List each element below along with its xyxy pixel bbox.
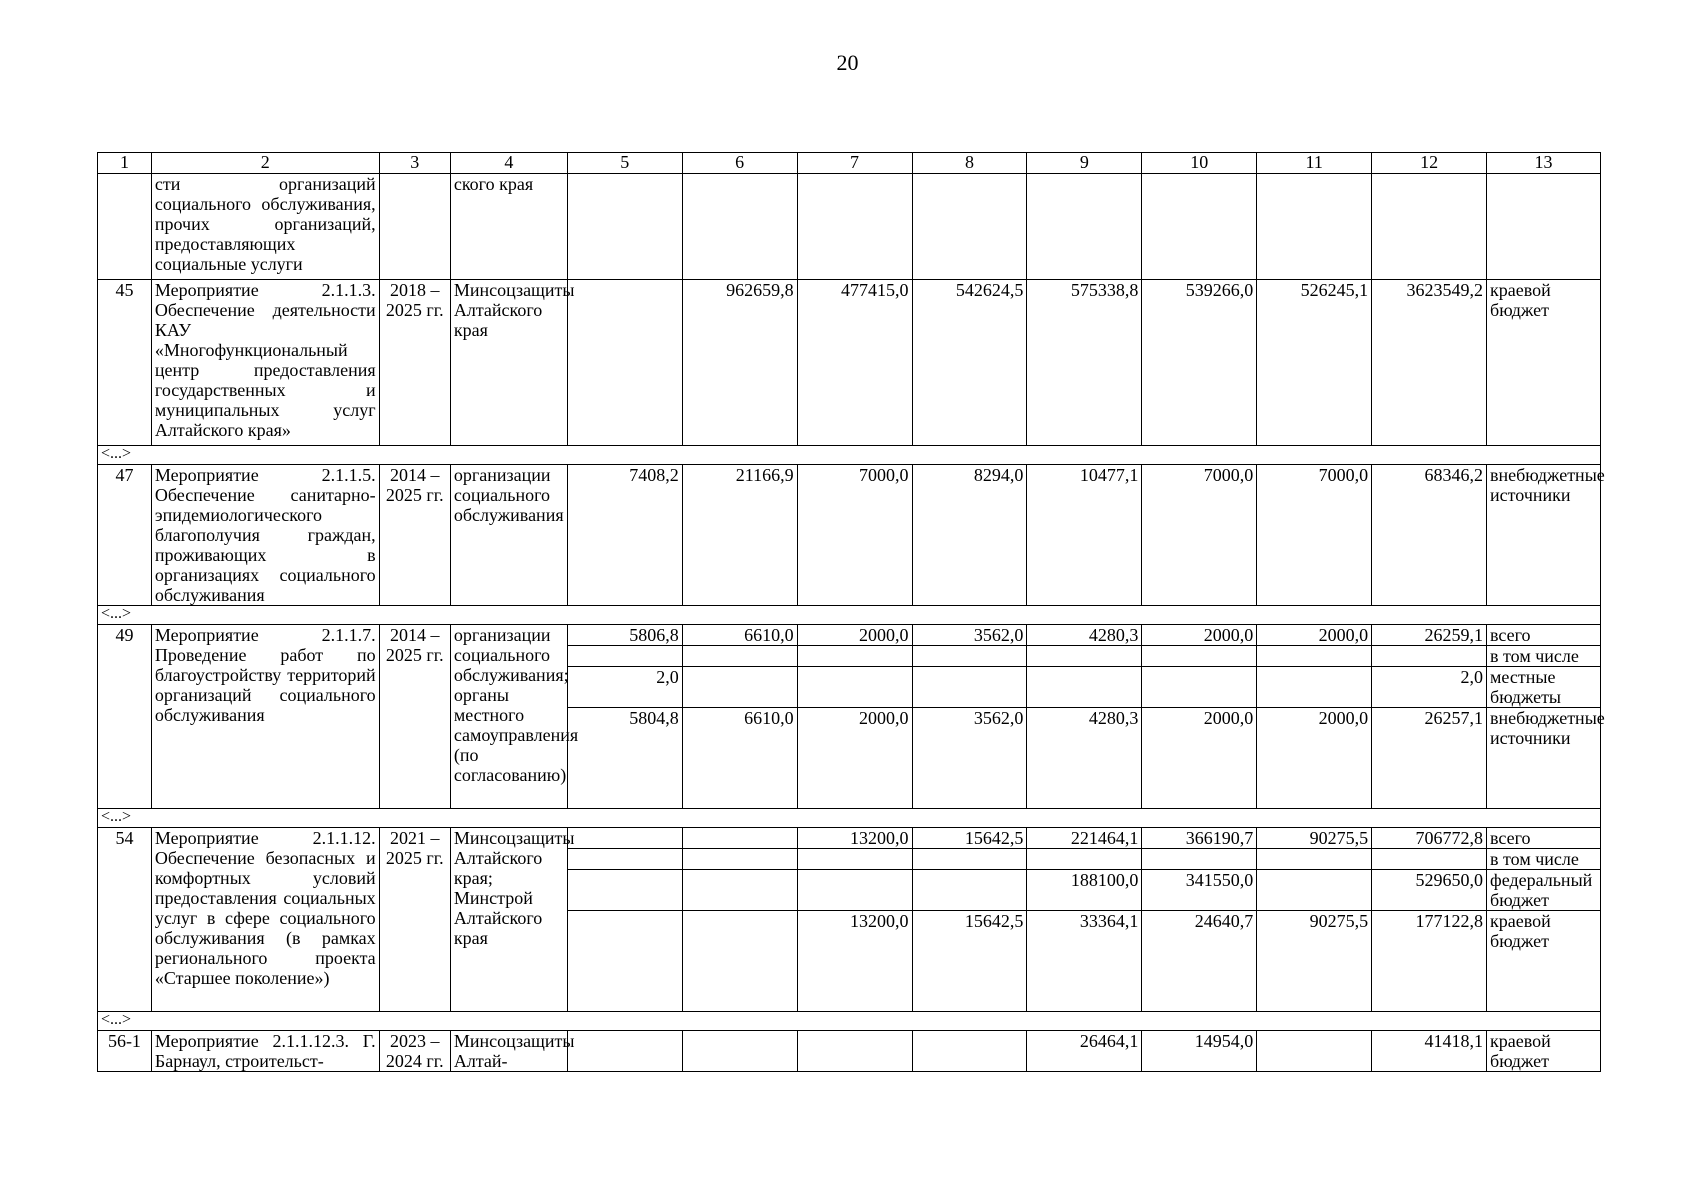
value-cell: 6610,0 [682, 708, 797, 809]
table-row [98, 828, 1601, 849]
omission-row [98, 606, 1601, 625]
omission-marker: <...> [98, 606, 1601, 625]
value-cell: 13200,0 [797, 828, 912, 849]
value-cell: 26259,1 [1372, 625, 1487, 646]
table-row [98, 174, 1601, 280]
funding-source-cell: краевой бюджет [1487, 1031, 1601, 1072]
value-cell: 8294,0 [912, 465, 1027, 606]
value-cell [1142, 849, 1257, 870]
value-cell: 15642,5 [912, 828, 1027, 849]
value-cell [912, 646, 1027, 667]
value-cell: 2,0 [1372, 667, 1487, 708]
value-cell: 2000,0 [1142, 625, 1257, 646]
header-row [98, 153, 1601, 174]
value-cell [797, 849, 912, 870]
value-cell: 2000,0 [1257, 708, 1372, 809]
value-cell [567, 1031, 682, 1072]
funding-source-cell: краевой бюджет [1487, 280, 1601, 446]
value-cell [567, 849, 682, 870]
funding-source-cell: в том числе [1487, 646, 1601, 667]
row-number-cell: 49 [98, 625, 152, 809]
header-cell: 11 [1257, 153, 1372, 174]
value-cell: 221464,1 [1027, 828, 1142, 849]
funding-source-cell: федеральный бюджет [1487, 870, 1601, 911]
value-cell: 13200,0 [797, 911, 912, 1012]
activity-name-cell: Мероприятие 2.1.1.7. Проведение работ по благоустройству территорий организаций социального обслуживания [151, 625, 379, 809]
value-cell [797, 646, 912, 667]
omission-marker: <...> [98, 1012, 1601, 1031]
value-cell [682, 667, 797, 708]
executor-cell: ского края [450, 174, 567, 280]
value-cell [1027, 174, 1142, 280]
value-cell [682, 174, 797, 280]
period-cell: 2023 – 2024 гг. [379, 1031, 450, 1072]
executor-cell: Минсоцзащиты Алтайского края [450, 280, 567, 446]
value-cell: 2000,0 [1257, 625, 1372, 646]
value-cell [1372, 849, 1487, 870]
page-number: 20 [836, 50, 859, 75]
value-cell [912, 870, 1027, 911]
value-cell: 26257,1 [1372, 708, 1487, 809]
value-cell [1257, 646, 1372, 667]
value-cell: 14954,0 [1142, 1031, 1257, 1072]
activity-name-cell: Мероприятие 2.1.1.3. Обеспечение деятельности КАУ «Многофункциональный центр предоставления государственных и муниципальных услуг Алтайского края» [151, 280, 379, 446]
omission-row [98, 809, 1601, 828]
value-cell [1257, 174, 1372, 280]
value-cell: 21166,9 [682, 465, 797, 606]
period-cell: 2014 – 2025 гг. [379, 625, 450, 809]
value-cell [797, 870, 912, 911]
header-cell: 12 [1372, 153, 1487, 174]
value-cell [682, 870, 797, 911]
value-cell: 529650,0 [1372, 870, 1487, 911]
value-cell: 3623549,2 [1372, 280, 1487, 446]
value-cell: 68346,2 [1372, 465, 1487, 606]
header-cell: 9 [1027, 153, 1142, 174]
value-cell: 33364,1 [1027, 911, 1142, 1012]
value-cell: 962659,8 [682, 280, 797, 446]
value-cell: 542624,5 [912, 280, 1027, 446]
row-number-cell: 45 [98, 280, 152, 446]
value-cell: 7000,0 [797, 465, 912, 606]
activity-name-cell: Мероприятие 2.1.1.12. Обеспечение безопасных и комфортных условий предоставления социальных услуг в сфере социального обслуживания (в рамках регионального проекта «Старшее поколение») [151, 828, 379, 1012]
period-cell [379, 174, 450, 280]
value-cell: 706772,8 [1372, 828, 1487, 849]
value-cell [1027, 667, 1142, 708]
period-cell: 2021 – 2025 гг. [379, 828, 450, 1012]
value-cell [797, 667, 912, 708]
value-cell: 4280,3 [1027, 708, 1142, 809]
header-cell: 13 [1487, 153, 1601, 174]
funding-source-cell: внебюджетные источники [1487, 465, 1601, 606]
value-cell [912, 849, 1027, 870]
value-cell: 15642,5 [912, 911, 1027, 1012]
value-cell: 7000,0 [1142, 465, 1257, 606]
value-cell [567, 911, 682, 1012]
executor-cell: организации социального обслуживания; органы местного самоуправления (по согласованию) [450, 625, 567, 809]
period-cell: 2018 – 2025 гг. [379, 280, 450, 446]
value-cell: 7408,2 [567, 465, 682, 606]
header-cell: 1 [98, 153, 152, 174]
value-cell [1372, 174, 1487, 280]
value-cell [682, 849, 797, 870]
value-cell: 10477,1 [1027, 465, 1142, 606]
table-row [98, 465, 1601, 606]
value-cell: 3562,0 [912, 708, 1027, 809]
value-cell [1372, 646, 1487, 667]
value-cell: 5806,8 [567, 625, 682, 646]
value-cell: 366190,7 [1142, 828, 1257, 849]
value-cell [1257, 1031, 1372, 1072]
value-cell [912, 667, 1027, 708]
value-cell: 2000,0 [797, 708, 912, 809]
funding-source-cell [1487, 174, 1601, 280]
row-number-cell: 47 [98, 465, 152, 606]
value-cell: 539266,0 [1142, 280, 1257, 446]
value-cell [1027, 646, 1142, 667]
funding-source-cell: местные бюджеты [1487, 667, 1601, 708]
funding-source-cell: внебюджетные источники [1487, 708, 1601, 809]
row-number-cell: 56-1 [98, 1031, 152, 1072]
table-row [98, 280, 1601, 446]
value-cell [1257, 667, 1372, 708]
value-cell: 5804,8 [567, 708, 682, 809]
value-cell [1142, 174, 1257, 280]
funding-source-cell: всего [1487, 625, 1601, 646]
value-cell: 2000,0 [1142, 708, 1257, 809]
value-cell: 41418,1 [1372, 1031, 1487, 1072]
header-cell: 7 [797, 153, 912, 174]
funding-source-cell: всего [1487, 828, 1601, 849]
value-cell [797, 174, 912, 280]
header-cell: 10 [1142, 153, 1257, 174]
value-cell: 341550,0 [1142, 870, 1257, 911]
value-cell: 3562,0 [912, 625, 1027, 646]
value-cell [1142, 646, 1257, 667]
header-cell: 3 [379, 153, 450, 174]
omission-row [98, 446, 1601, 465]
value-cell [682, 911, 797, 1012]
value-cell [1142, 667, 1257, 708]
value-cell [912, 1031, 1027, 1072]
row-number-cell [98, 174, 152, 280]
table-row [98, 1031, 1601, 1072]
value-cell [567, 174, 682, 280]
value-cell: 26464,1 [1027, 1031, 1142, 1072]
value-cell [567, 646, 682, 667]
value-cell [912, 174, 1027, 280]
value-cell [567, 828, 682, 849]
value-cell [1257, 849, 1372, 870]
value-cell: 4280,3 [1027, 625, 1142, 646]
row-number-cell: 54 [98, 828, 152, 1012]
value-cell: 90275,5 [1257, 911, 1372, 1012]
program-table [97, 152, 1605, 1072]
executor-cell: Минсоцзащиты Алтай- [450, 1031, 567, 1072]
value-cell [682, 1031, 797, 1072]
omission-marker: <...> [98, 446, 1601, 465]
activity-name-cell: Мероприятие 2.1.1.12.3. Г. Барнаул, строительст- [151, 1031, 379, 1072]
value-cell: 177122,8 [1372, 911, 1487, 1012]
period-cell: 2014 – 2025 гг. [379, 465, 450, 606]
header-cell: 5 [567, 153, 682, 174]
value-cell [682, 828, 797, 849]
omission-marker: <...> [98, 809, 1601, 828]
value-cell: 2,0 [567, 667, 682, 708]
value-cell [567, 280, 682, 446]
table-row [98, 625, 1601, 646]
value-cell: 2000,0 [797, 625, 912, 646]
activity-name-cell: Мероприятие 2.1.1.5. Обеспечение санитарно-эпидемиологического благополучия граждан, проживающих в организациях социального обслуживания [151, 465, 379, 606]
value-cell [567, 870, 682, 911]
funding-source-cell: краевой бюджет [1487, 911, 1601, 1012]
value-cell: 477415,0 [797, 280, 912, 446]
header-cell: 6 [682, 153, 797, 174]
value-cell: 188100,0 [1027, 870, 1142, 911]
executor-cell: организации социального обслуживания [450, 465, 567, 606]
header-cell: 8 [912, 153, 1027, 174]
header-cell: 2 [151, 153, 379, 174]
header-cell: 4 [450, 153, 567, 174]
value-cell [682, 646, 797, 667]
value-cell: 90275,5 [1257, 828, 1372, 849]
value-cell [1257, 870, 1372, 911]
funding-source-cell: в том числе [1487, 849, 1601, 870]
value-cell: 526245,1 [1257, 280, 1372, 446]
value-cell: 575338,8 [1027, 280, 1142, 446]
activity-name-cell: сти организаций социального обслуживания, прочих организаций, предоставляющих социальные услуги [151, 174, 379, 280]
value-cell: 7000,0 [1257, 465, 1372, 606]
value-cell [1027, 849, 1142, 870]
omission-row [98, 1012, 1601, 1031]
value-cell: 6610,0 [682, 625, 797, 646]
value-cell [797, 1031, 912, 1072]
value-cell: 24640,7 [1142, 911, 1257, 1012]
executor-cell: Минсоцзащиты Алтайского края; Минстрой Алтайского края [450, 828, 567, 1012]
